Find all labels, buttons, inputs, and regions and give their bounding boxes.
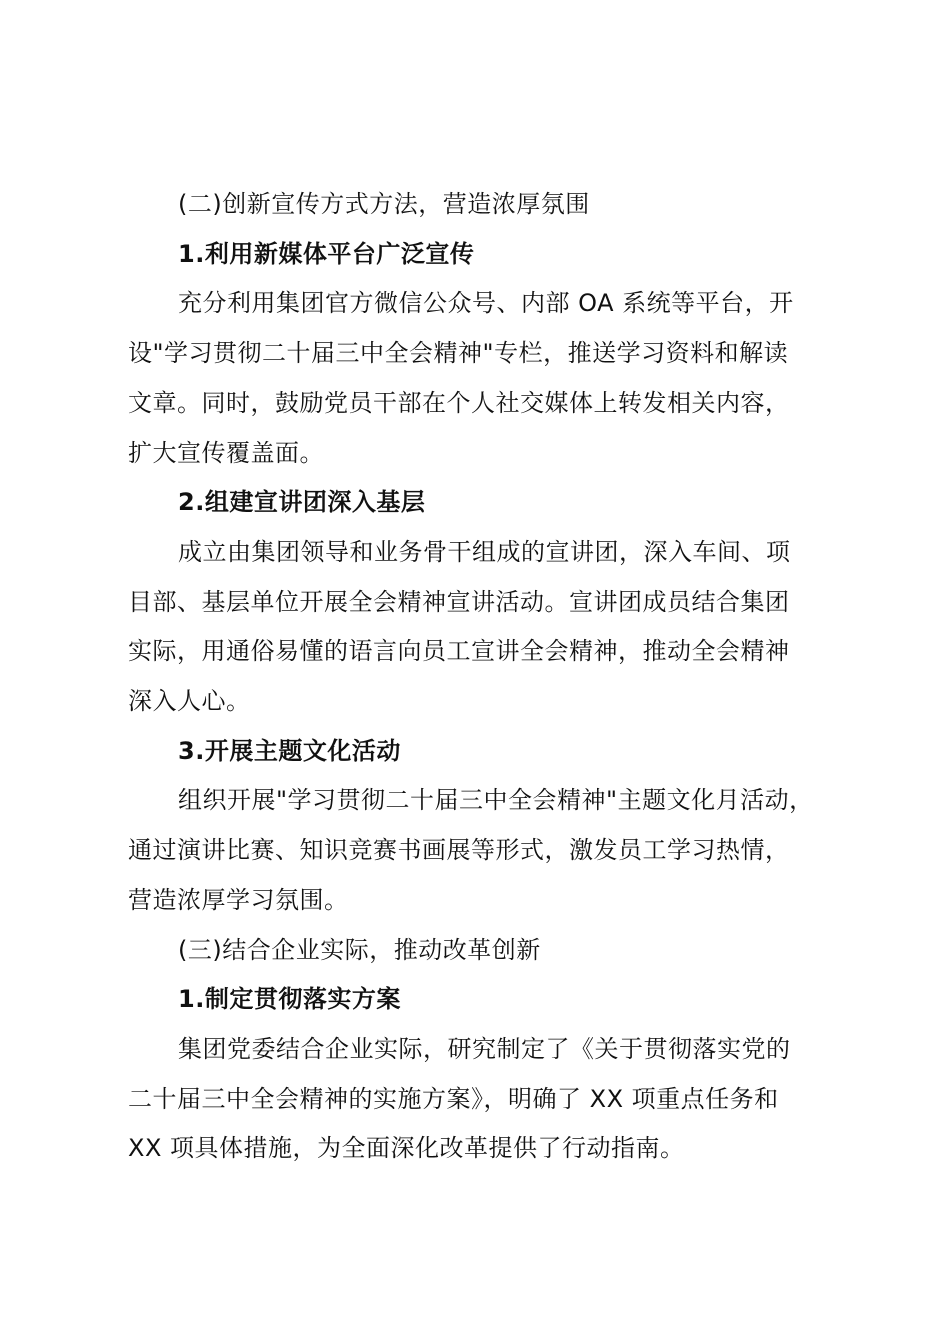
paragraph-line: 设"学习贯彻二十届三中全会精神"专栏，推送学习资料和解读 bbox=[128, 339, 789, 368]
paragraph-line: 实际，用通俗易懂的语言向员工宣讲全会精神，推动全会精神 bbox=[128, 637, 790, 666]
paragraph-line: (三)结合企业实际，推动改革创新 bbox=[178, 935, 541, 964]
paragraph-line: 集团党委结合企业实际，研究制定了《关于贯彻落实党的 bbox=[178, 1034, 791, 1063]
section-heading: 3.开展主题文化活动 bbox=[178, 736, 401, 765]
paragraph-line: (二)创新宣传方式方法，营造浓厚氛围 bbox=[178, 190, 590, 218]
paragraph-line: 深入人心。 bbox=[128, 687, 251, 715]
paragraph-line: 扩大宣传覆盖面。 bbox=[128, 438, 324, 467]
paragraph-line: 二十届三中全会精神的实施方案》，明确了 XX 项重点任务和 bbox=[128, 1084, 779, 1113]
paragraph-line: 营造浓厚学习氛围。 bbox=[128, 885, 349, 914]
paragraph-line: 充分利用集团官方微信公众号、内部 OA 系统等平台，开 bbox=[178, 289, 794, 318]
section-heading: 2.组建宣讲团深入基层 bbox=[178, 488, 426, 517]
paragraph-line: 通过演讲比赛、知识竞赛书画展等形式，激发员工学习热情， bbox=[128, 836, 790, 865]
section-heading: 1.利用新媒体平台广泛宣传 bbox=[178, 239, 475, 268]
section-heading: 1.制定贯彻落实方案 bbox=[178, 985, 401, 1014]
paragraph-line: 文章。同时，鼓励党员干部在个人社交媒体上转发相关内容， bbox=[128, 388, 790, 417]
paragraph-line: 目部、基层单位开展全会精神宣讲活动。宣讲团成员结合集团 bbox=[128, 587, 790, 616]
paragraph-line: 组织开展"学习贯彻二十届三中全会精神"主题文化月活动， bbox=[178, 786, 814, 815]
paragraph-line: 成立由集团领导和业务骨干组成的宣讲团，深入车间、项 bbox=[178, 537, 791, 566]
paragraph-line: XX 项具体措施，为全面深化改革提供了行动指南。 bbox=[128, 1134, 685, 1163]
